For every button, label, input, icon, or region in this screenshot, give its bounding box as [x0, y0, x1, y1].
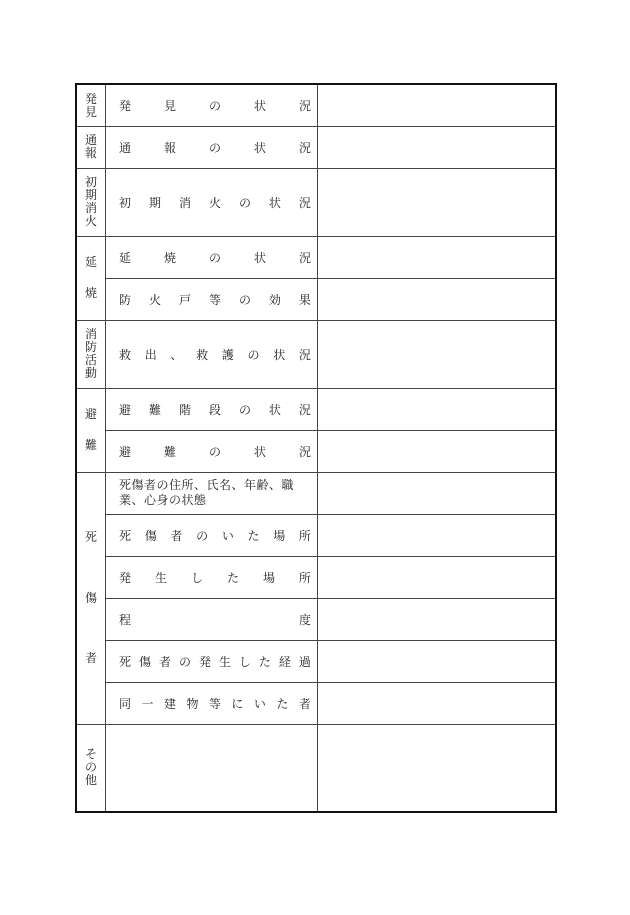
category-char: 焼 — [84, 286, 97, 300]
item-evac-status — [113, 430, 317, 472]
item-char: 況 — [298, 402, 311, 417]
item-casualty-info — [113, 472, 317, 514]
item-char: の — [247, 347, 260, 362]
category-evacuation — [77, 388, 105, 472]
item-char: 見 — [163, 99, 176, 113]
value-degree[interactable] — [317, 598, 555, 640]
category-char: 延 — [84, 255, 97, 269]
item-char: い — [221, 528, 234, 543]
item-char: 場 — [273, 528, 286, 543]
item-char: 度 — [298, 612, 311, 627]
item-char: 等 — [208, 696, 221, 711]
item-char: 出 — [144, 347, 157, 362]
item-char: 状 — [253, 444, 266, 459]
item-fire-door-effect — [113, 278, 317, 320]
item-char: の — [208, 140, 221, 155]
item-char: に — [231, 696, 244, 711]
item-initial-fire-status — [113, 168, 317, 236]
category-char: そ — [84, 747, 97, 761]
item-char: し — [190, 570, 203, 585]
category-char: 消 — [84, 201, 97, 215]
item-char: 救 — [196, 347, 209, 362]
item-char: た — [226, 570, 239, 585]
item-char: 消 — [178, 195, 191, 210]
item-char: 避 — [119, 444, 132, 459]
category-char: 見 — [84, 104, 97, 119]
value-initial-fire-status[interactable] — [317, 168, 555, 236]
category-char: 火 — [84, 214, 97, 228]
value-report-status[interactable] — [317, 126, 555, 168]
item-char: 生 — [218, 654, 231, 669]
item-char: の — [208, 250, 221, 265]
item-char: 果 — [298, 292, 311, 307]
item-char: た — [276, 696, 289, 711]
category-char: 動 — [84, 366, 97, 380]
item-char: し — [238, 654, 251, 669]
item-char: の — [238, 195, 251, 210]
item-char: 通 — [119, 140, 132, 155]
casualty-info-text: 死傷者の住所、氏名、年齢、職業、心身の状態 — [119, 478, 295, 507]
item-char: 死 — [119, 528, 132, 543]
value-casualty-process[interactable] — [317, 640, 555, 682]
category-char: 消 — [84, 327, 97, 341]
item-char: 状 — [268, 195, 281, 210]
item-char: 過 — [298, 654, 311, 669]
value-discovery-status[interactable] — [317, 85, 555, 126]
item-char: 状 — [253, 250, 266, 265]
fire-incident-report-form — [75, 83, 557, 813]
item-char: 難 — [148, 402, 161, 417]
item-char: 所 — [298, 528, 311, 543]
value-rescue-status[interactable] — [317, 320, 555, 388]
item-char: 同 — [119, 696, 132, 711]
category-discovery — [77, 85, 105, 126]
item-char: 況 — [298, 195, 311, 210]
item-char: 一 — [141, 696, 154, 711]
category-char: 傷 — [84, 590, 97, 605]
item-char: 段 — [208, 402, 221, 417]
item-char: 死 — [119, 654, 132, 669]
value-other[interactable] — [105, 724, 555, 811]
item-char: 、 — [170, 347, 183, 362]
category-char: 活 — [84, 353, 97, 367]
value-spread-status[interactable] — [317, 236, 555, 278]
item-casualty-process — [113, 640, 317, 682]
category-char: 難 — [84, 438, 97, 452]
item-char: 火 — [148, 292, 161, 307]
item-char: 初 — [119, 195, 132, 210]
item-char: 延 — [119, 250, 132, 265]
item-char: 建 — [163, 696, 176, 711]
item-char: 階 — [178, 402, 191, 417]
item-char: 救 — [119, 347, 132, 362]
item-char: 護 — [221, 347, 234, 362]
item-char: 戸 — [178, 292, 191, 307]
value-casualty-location[interactable] — [317, 514, 555, 556]
item-char: 生 — [154, 570, 167, 585]
item-char: 況 — [298, 347, 311, 362]
item-char: 防 — [119, 292, 132, 307]
value-same-building[interactable] — [317, 682, 555, 724]
category-char: 期 — [84, 188, 97, 202]
value-fire-door-effect[interactable] — [317, 278, 555, 320]
category-initial-fire — [77, 168, 105, 236]
item-char: 物 — [186, 696, 199, 711]
item-char: の — [208, 99, 221, 113]
category-char: 死 — [84, 530, 97, 544]
category-char: 報 — [84, 146, 97, 160]
category-report — [77, 126, 105, 168]
item-char: た — [258, 654, 271, 669]
item-char: 経 — [278, 654, 291, 669]
value-evac-stairs-status[interactable] — [317, 388, 555, 430]
item-char: 避 — [119, 402, 132, 417]
value-evac-status[interactable] — [317, 430, 555, 472]
category-char: 発 — [84, 91, 97, 106]
item-char: 況 — [298, 250, 311, 265]
item-char: 等 — [208, 292, 221, 307]
category-char: 他 — [84, 773, 97, 787]
item-char: 発 — [119, 99, 132, 113]
item-char: 状 — [268, 402, 281, 417]
item-char: 期 — [148, 195, 161, 210]
item-char: 状 — [273, 347, 286, 362]
item-char: 所 — [298, 570, 311, 585]
category-other — [77, 724, 105, 811]
item-char: 傷 — [138, 654, 151, 669]
item-char: 報 — [163, 140, 176, 155]
item-char: 発 — [198, 654, 211, 669]
category-char: 初 — [84, 175, 97, 189]
item-discovery-status — [113, 85, 317, 126]
item-char: 況 — [298, 140, 311, 155]
category-column-divider — [105, 85, 106, 811]
item-char: の — [196, 528, 209, 543]
category-char: 通 — [84, 133, 97, 147]
item-char: 程 — [119, 612, 132, 627]
category-spread — [77, 236, 105, 320]
item-char: 者 — [170, 528, 183, 543]
item-char: 者 — [158, 654, 171, 669]
category-char: 者 — [84, 651, 97, 665]
item-same-building — [113, 682, 317, 724]
item-char: い — [253, 696, 266, 711]
item-rescue-status — [113, 320, 317, 388]
item-char: の — [238, 402, 251, 417]
item-char: の — [238, 292, 251, 307]
item-char: 難 — [163, 444, 176, 459]
category-firefighting — [77, 320, 105, 388]
item-char: 傷 — [144, 528, 157, 543]
item-char: 者 — [298, 696, 311, 711]
category-char: の — [84, 760, 97, 774]
item-char: た — [247, 528, 260, 543]
item-char: 火 — [208, 195, 221, 210]
item-report-status — [113, 126, 317, 168]
item-char: の — [208, 444, 221, 459]
value-casualty-info[interactable] — [317, 472, 555, 514]
item-spread-status — [113, 236, 317, 278]
category-char: 防 — [84, 340, 97, 354]
item-evac-stairs-status — [113, 388, 317, 430]
item-char: 焼 — [163, 250, 176, 265]
item-char: 効 — [268, 292, 281, 307]
item-char: 状 — [253, 99, 266, 113]
value-occurrence-location[interactable] — [317, 556, 555, 598]
item-casualty-location — [113, 514, 317, 556]
category-casualties — [77, 472, 105, 724]
category-char: 避 — [84, 407, 97, 421]
item-degree — [113, 598, 317, 640]
item-char: 発 — [119, 570, 132, 585]
item-occurrence-location — [113, 556, 317, 598]
item-char: の — [178, 654, 191, 669]
item-char: 況 — [298, 444, 311, 459]
item-char: 状 — [253, 140, 266, 155]
item-char: 況 — [298, 99, 311, 113]
item-char: 場 — [262, 570, 275, 585]
